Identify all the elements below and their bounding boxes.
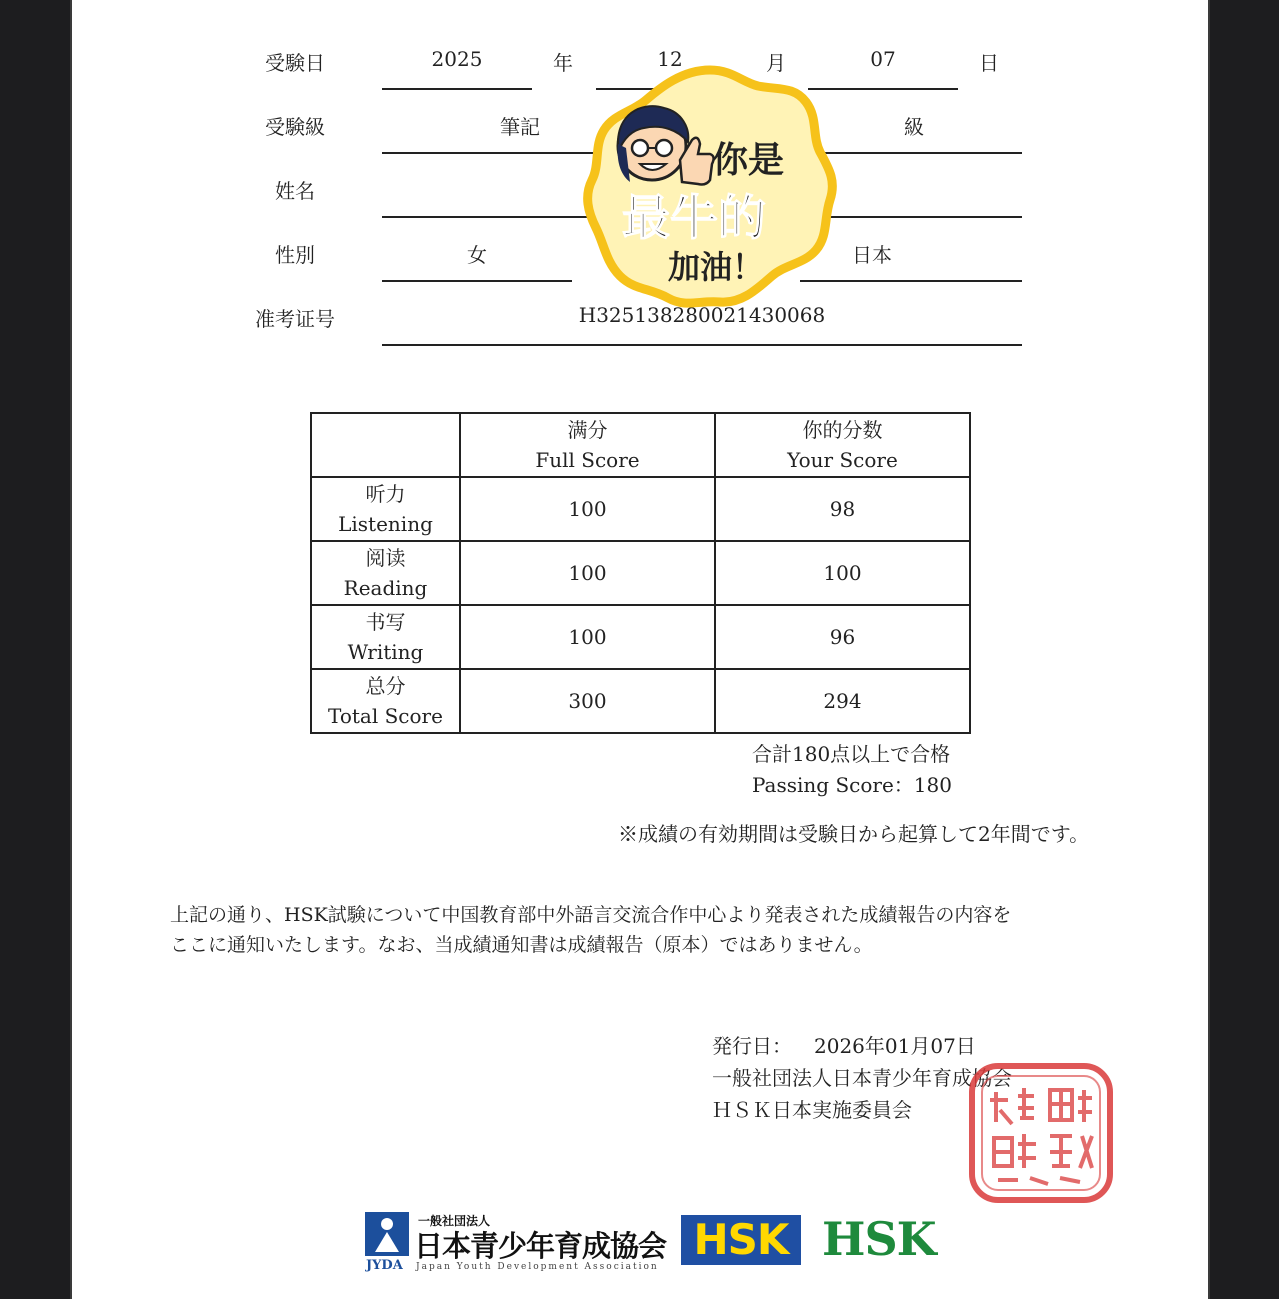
ticket-number: H325138280021430068 [578,303,826,327]
exam-year: 2025 [431,47,483,71]
hsk-blue-logo: HSK [681,1215,801,1265]
issue-date: 2026年01月07日 [814,1034,976,1058]
page-right-edge [1208,0,1210,1299]
section-en: Reading [343,576,428,600]
your-score-cell: 98 [715,477,970,541]
underline [382,88,532,90]
section-zh: 书写 [365,610,406,634]
encouragement-sticker [582,64,838,310]
passing-en: Passing Score：180 [752,773,952,797]
level-unit: 級 [904,115,924,139]
notice-line1: 上記の通り、HSK試験について中国教育部中外語言交流合作中心より発表された成績報告の内容を [170,904,1012,926]
name-label: 姓名 [275,179,315,203]
full-score-cell: 100 [460,541,715,605]
official-seal-stamp [968,1062,1114,1204]
jyda-small-text: 一般社団法人 [418,1214,491,1228]
section-cell [311,541,460,605]
section-zh: 总分 [365,674,406,698]
issuer-committee: ＨＳＫ日本実施委員会 [712,1098,912,1122]
month-unit: 月 [766,51,786,75]
level-label: 受験級 [265,115,325,139]
section-en: Total Score [328,704,443,728]
jyda-full-name: Japan Youth Development Association [416,1262,659,1272]
exam-day: 07 [870,47,896,71]
section-cell [311,669,460,733]
section-en: Listening [338,512,433,536]
jyda-logo-icon [365,1212,409,1256]
your-score-cell: 100 [715,541,970,605]
issue-date-label: 発行日： [712,1034,792,1058]
full-score-cell: 100 [460,477,715,541]
full-score-cell: 300 [460,669,715,733]
score-table [310,412,971,734]
hsk-green-logo: HSK [822,1212,936,1266]
day-unit: 日 [979,51,999,75]
header-your-en: Your Score [787,448,898,472]
sticker-badge [582,64,838,310]
section-zh: 听力 [365,482,406,506]
header-full-zh: 满分 [567,418,608,442]
section-cell [311,605,460,669]
full-score-cell: 100 [460,605,715,669]
header-full-score [460,413,715,477]
table-row [311,605,970,669]
passing-jp: 合計180点以上で合格 [752,742,951,766]
ticket-label: 准考证号 [255,307,335,331]
validity-note: ※成績の有効期間は受験日から起算して2年間です。 [618,822,1090,846]
jyda-name: 日本青少年育成協会 [414,1229,667,1263]
header-full-en: Full Score [535,448,640,472]
exam-month: 12 [657,47,683,71]
header-your-score [715,413,970,477]
table-row [311,477,970,541]
table-row [311,541,970,605]
nationality-value: 日本 [852,243,892,267]
sticker-line2: 最牛的 [622,190,767,246]
jyda-abbr: JYDA [366,1258,403,1273]
header-empty-cell [311,413,460,477]
your-score-cell: 96 [715,605,970,669]
table-header-row [311,413,970,477]
level-type: 筆記 [500,115,540,139]
underline [382,344,1022,346]
gender-label: 性別 [275,243,315,267]
sticker-line1: 你是 [712,140,785,181]
table-row [311,669,970,733]
your-score-cell: 294 [715,669,970,733]
section-cell [311,477,460,541]
notice-line2: ここに通知いたします。なお、当成績通知書は成績報告（原本）ではありません。 [170,934,873,956]
sticker-line3: 加油！ [668,248,765,286]
header-your-zh: 你的分数 [802,418,883,442]
section-en: Writing [347,640,424,664]
section-zh: 阅读 [365,546,406,570]
issuer-org: 一般社団法人日本青少年育成協会 [712,1066,1012,1090]
exam-date-label: 受験日 [265,51,325,75]
gender-value: 女 [467,243,487,267]
underline [382,280,572,282]
year-unit: 年 [553,51,573,75]
